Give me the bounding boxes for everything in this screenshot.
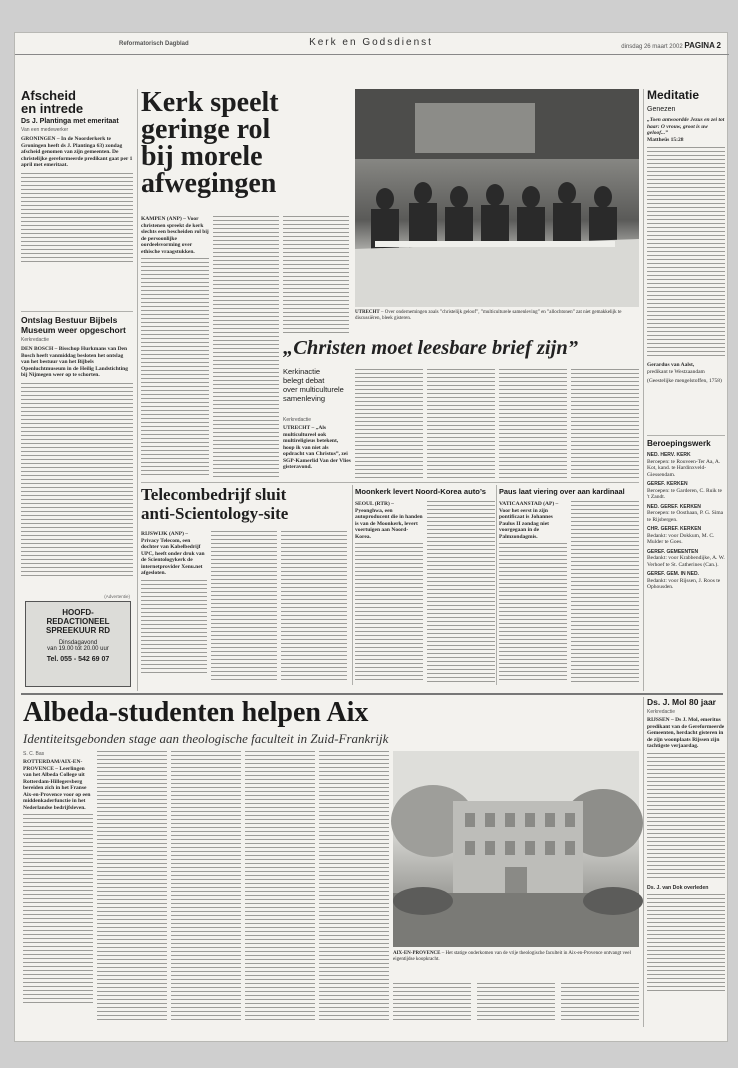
- newspaper-page: [14, 32, 728, 1042]
- advert-box: [25, 594, 131, 687]
- debate-photo: [355, 89, 639, 307]
- christen-kicker: [283, 367, 351, 417]
- kerk-col-1: [141, 216, 209, 478]
- beroepingswerk-group: [647, 504, 725, 524]
- aix-caption-lead: AIX-EN-PROVENCE: [393, 951, 441, 956]
- christen-col-4: [499, 369, 567, 479]
- photo-caption: [355, 310, 639, 332]
- noordkorea-lead: SEOUL (RTR) – Pyeonghwa, een autoproducent die in handen is van de Moonkerk, levert voertuigen aan Noord-Korea.: [355, 501, 423, 540]
- paus-headline: Paus laat viering over aan kardinaal: [499, 487, 625, 496]
- photo-illustration: [355, 89, 639, 307]
- beroep-text: Beroepen: te Rouveen-Ter Aa, A. Kot, kand. te Hardinxveld-Giessendam.: [647, 458, 721, 478]
- date: dinsdag 26 maart 2002: [621, 44, 683, 50]
- paus-lead: VATICAANSTAD (AP) – Voor het eerst in zijn pontificaat is Johannes Paulus II zondag niet voorgegaan in de Palmzondagmis.: [499, 501, 559, 540]
- aix-caption-text: – Het statige onderkomen van de vrije theologische faculteit in Aix-en-Provence ontvangt veel eigentijdse koopkracht.: [393, 951, 631, 962]
- afscheid-subtitle: Ds J. Plantinga met emeritaat: [21, 118, 119, 125]
- date-page: [621, 41, 721, 50]
- mol-byline: Kerkredactie: [647, 709, 676, 715]
- meditatie-subtitle: Genezen: [647, 106, 676, 113]
- mol-sub: Ds. J. van Dok overleden: [647, 884, 709, 891]
- christen-col-2: [355, 369, 423, 479]
- beroepingswerk-group: [647, 526, 725, 546]
- afscheid-title-2: en intrede: [21, 101, 84, 116]
- noordkorea-headline: Moonkerk levert Noord-Korea auto’s: [355, 487, 486, 496]
- albeda-byline: S. C. Bas: [23, 751, 45, 757]
- christen-headline: „Christen moet leesbare brief zijn”: [283, 337, 578, 359]
- christen-kicker-4: samenleving: [283, 394, 326, 403]
- telecom-headline-1: Telecombedrijf sluit: [141, 485, 287, 504]
- advert-line3: SPREEKUUR RD: [45, 626, 110, 635]
- albeda-col-7: [477, 983, 555, 1023]
- aix-caption: [393, 951, 639, 981]
- beroep-church: GEREF. GEM. IN NED.: [647, 571, 699, 577]
- paus-col-2: [571, 501, 639, 685]
- telecom-headline: [141, 485, 349, 527]
- advert-line4: Dinsdagavond: [58, 640, 98, 646]
- photo-caption-text: – Over ondernemingen zoals ”christelijk geloof”, ”multiculturele samenleving” en ”allochtonen” zat niet gemakkelijk te discussiëren, bleek gisteren.: [355, 310, 622, 321]
- aix-photo: [393, 751, 639, 947]
- beroep-text: Bedankt: voor Rijssen, J. Roos te Ophousden.: [647, 577, 721, 590]
- albeda-col-3: [171, 751, 241, 1023]
- photo-caption-lead: UTRECHT: [355, 310, 380, 315]
- kerk-col-2: [213, 216, 279, 478]
- christen-col-3: [427, 369, 495, 479]
- masthead: [15, 33, 729, 55]
- ontslag-lead: DEN BOSCH – Bisschop Hurkmans van Den Bosch heeft vanmiddag besloten het ontslag van het bestuur van het Bijbels Openluchtmuseum in de Heilig Landstichting bij Nijmegen weer op te schorten.: [21, 346, 128, 378]
- aix-illustration: [393, 751, 639, 947]
- advert-line1: HOOFD-: [62, 608, 94, 617]
- beroep-church: GEREF. GEMEENTEN: [647, 548, 699, 555]
- christen-kicker-1: Kerkinactie: [283, 367, 321, 376]
- ontslag-title: Ontslag Bestuur Bijbels Museum weer opgeschort: [21, 315, 126, 335]
- christen-col-5: [571, 369, 639, 479]
- christen-kicker-2: belegt debat: [283, 376, 325, 385]
- beroepingswerk: [647, 439, 725, 689]
- beroep-text: Beroepen: te Garderen, C. Ruik te 't Zandt.: [647, 487, 722, 500]
- meditatie-source: (Geestelijke mengelstoffen, 1758): [647, 378, 722, 384]
- advert-phone: Tel. 055 - 542 69 07: [46, 656, 110, 663]
- paus-col-1: [499, 501, 567, 685]
- kerk-headline-4: afwegingen: [141, 168, 277, 199]
- beroepingswerk-group: [647, 549, 725, 569]
- ontslag-body: [21, 383, 133, 579]
- meditatie-title: Meditatie: [647, 88, 700, 102]
- advert-label: (Advertentie): [104, 594, 130, 599]
- beroep-church: NED. GEREF. KERKEN: [647, 503, 701, 510]
- noordkorea-col-1: [355, 501, 423, 685]
- meditatie-signature: Gerardus van Aalst,: [647, 362, 695, 368]
- christen-byline: Kerkredactie: [283, 417, 312, 423]
- ontslag-byline: Kerkredactie: [21, 337, 50, 343]
- telecom-col-1: [141, 531, 207, 683]
- telecom-lead: RIJSWIJK (ANP) – Privacy Telecom, een dochter van Kabelbedrijf UPC, heeft onder druk van de Scientologykerk de internetprovider Xenu.net afgesloten.: [141, 531, 205, 576]
- afscheid-title-1: Afscheid: [21, 88, 76, 103]
- newspaper-name: Reformatorisch Dagblad: [119, 41, 189, 47]
- beroep-text: Bedankt: voor Krabbendijke, A. W. Verhoef te St. Catherines (Can.).: [647, 555, 725, 568]
- christen-col-1: [283, 417, 351, 479]
- kerk-lead: KAMPEN (ANP) – Voor christenen spreekt de kerk slechts een bescheiden rol bij de persoonlijke oordeelsvorming over ethische vraagstukken.: [141, 216, 209, 255]
- telecom-col-2: [211, 531, 277, 683]
- beroep-church: GEREF. KERKEN: [647, 481, 688, 487]
- page-number: 2: [716, 41, 721, 50]
- beroep-church: CHR. GEREF. KERKEN: [647, 526, 702, 532]
- afscheid-byline: Van een medewerker: [21, 127, 69, 133]
- afscheid-body: [21, 173, 133, 265]
- albeda-col-8: [561, 983, 639, 1023]
- kerk-col-3: [283, 216, 349, 336]
- beroep-text: Bedankt: voor Dokkum, M. C. Mulder te Goes.: [647, 532, 715, 545]
- albeda-headline: Albeda-studenten helpen Aix: [23, 697, 369, 728]
- meditatie-quote: „Toen antwoordde Jezus en zei tot haar: O vrouw, groot is uw geloof...”: [647, 117, 725, 136]
- afscheid-lead: GRONINGEN – In de Noorderkerk te Groningen heeft ds J. Plantinga 63) zondag afscheid genomen van zijn gemeenten. De christelijke gereformeerde predikant gaat per 1 april met emeritaat.: [21, 136, 133, 168]
- albeda-subheadline: Identiteitsgebonden stage aan theologische faculteit in Zuid-Frankrijk: [23, 731, 389, 746]
- kerk-headline-3: bij morele: [141, 141, 263, 172]
- albeda-col-1: [23, 751, 93, 1023]
- mol-title: Ds. J. Mol 80 jaar: [647, 697, 716, 707]
- advert-line2: REDACTIONEEL: [46, 617, 110, 626]
- beroepingswerk-title: Beroepingswerk: [647, 439, 711, 448]
- mol-article: [647, 697, 725, 1027]
- page-label: PAGINA: [684, 41, 715, 50]
- telecom-headline-2: anti-Scientology-site: [141, 504, 289, 523]
- kerk-headline: [141, 89, 279, 211]
- kerk-headline-1: Kerk speelt: [141, 87, 279, 118]
- meditatie-reference: Mattheüs 15:28: [647, 136, 684, 143]
- christen-lead: UTRECHT – „Als multicultureel ook multireligieus betekent, hoop ik van niet als opdracht van Christus”, zei SGP-Kamerlid Van der Vlies gisteravond.: [283, 425, 351, 470]
- albeda-col-2: [97, 751, 167, 1023]
- beroep-church: NED. HERV. KERK: [647, 452, 691, 458]
- meditatie-body: [647, 147, 725, 359]
- albeda-col-4: [245, 751, 315, 1023]
- albeda-lead: ROTTERDAM/AIX-EN-PROVENCE – Leerlingen van het Albeda College uit Rotterdam-Hillegersberg bereiden zich in het Franse Aix-en-Provence voor op een middenkaderfunctie in het Nederlandse bedrijfsleven.: [23, 759, 91, 811]
- albeda-col-6: [393, 983, 471, 1023]
- meditatie-signature-place: predikant te Westzaandam: [647, 368, 705, 375]
- advert-line5: van 19.00 tot 20.00 uur: [47, 646, 109, 652]
- telecom-col-3: [281, 531, 347, 683]
- noordkorea-col-2: [427, 501, 495, 685]
- beroepingswerk-group: [647, 571, 725, 591]
- beroepingswerk-group: [647, 481, 725, 501]
- section-title: Kerk en Godsdienst: [309, 37, 433, 48]
- meditatie-article: [647, 89, 725, 429]
- kerk-headline-2: geringe rol: [141, 114, 271, 145]
- beroep-text: Beroepen: te Oosthaan, P. G. Sima te Rijsbergen.: [647, 510, 724, 523]
- christen-kicker-3: over multiculturele: [283, 385, 344, 394]
- albeda-col-5: [319, 751, 389, 1023]
- mol-lead: RIJSSEN – Ds J. Mol, emeritus predikant van de Gereformeerde Gemeenten, herdacht gisteren in de zijn woonplaats Rijssen zijn tachtigste verjaardag.: [647, 717, 725, 749]
- beroepingswerk-group: [647, 452, 725, 478]
